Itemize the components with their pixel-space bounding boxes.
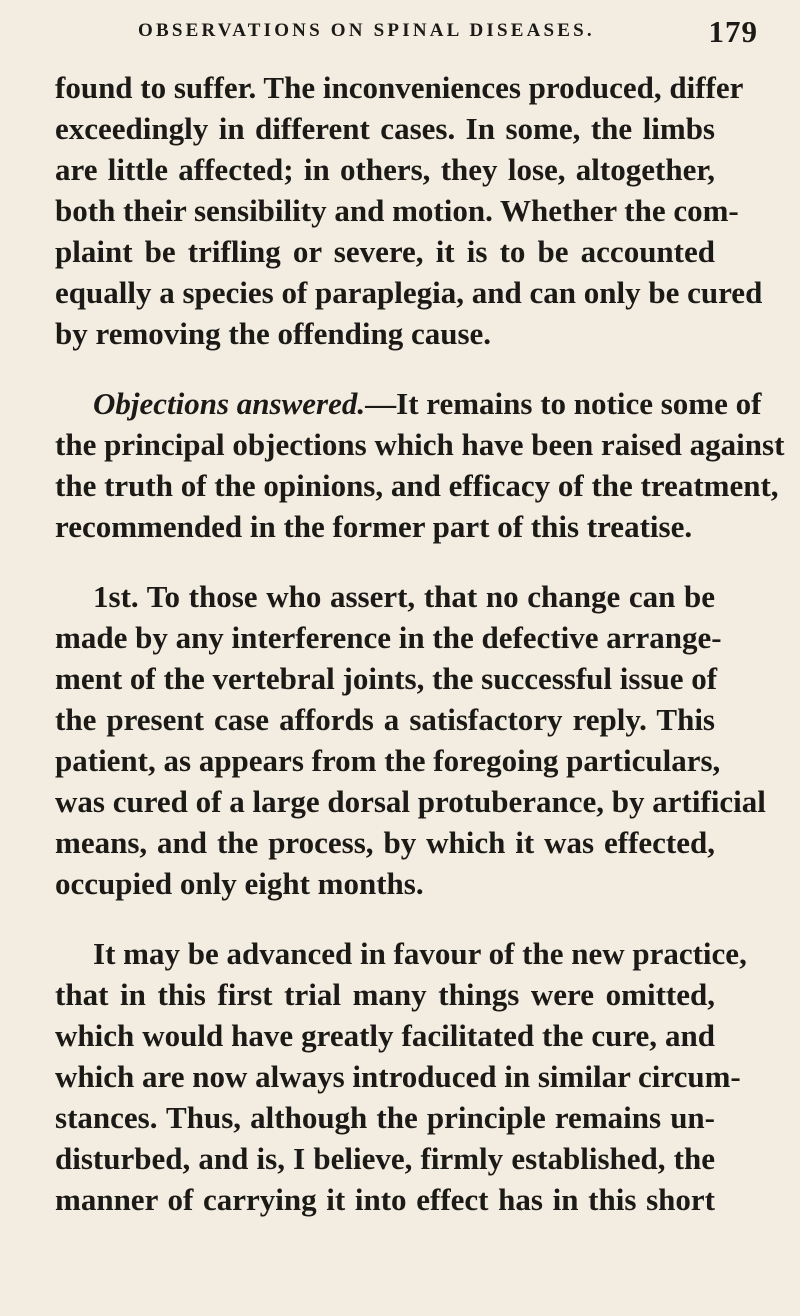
text-line: patient, as appears from the foregoing particulars, (55, 743, 721, 778)
text-line: means, and the process, by which it was effected, (55, 825, 715, 860)
text-line: which are now always introduced in similar circum- (55, 1059, 741, 1094)
text-line: the present case affords a satisfactory reply. This (55, 702, 715, 737)
text-line: that in this first trial many things were omitted, (55, 977, 715, 1012)
text-line: It may be advanced in favour of the new practice, (93, 936, 747, 971)
text-line: stances. Thus, although the principle remains un- (55, 1100, 715, 1135)
paragraph-3 (55, 576, 766, 904)
paragraph-gap (55, 904, 715, 933)
running-head: OBSERVATIONS ON SPINAL DISEASES. (138, 20, 595, 41)
text-line: was cured of a large dorsal protuberance, by artificial (55, 784, 766, 819)
text-line: by removing the offending cause. (55, 316, 492, 351)
text-line: the principal objections which have been raised against (55, 427, 785, 462)
section-lead-line (55, 383, 762, 424)
section-heading: Objections answered. (93, 386, 366, 421)
paragraph-4 (55, 933, 747, 1220)
section-lead-text: —It remains to notice some of (365, 386, 762, 421)
paragraph-2 (55, 383, 785, 547)
text-line: the truth of the opinions, and efficacy of the treatment, (55, 468, 779, 503)
text-line: ment of the vertebral joints, the successful issue of (55, 661, 718, 696)
paragraph-gap (55, 547, 715, 576)
text-line: disturbed, and is, I believe, firmly established, the (55, 1141, 715, 1176)
text-line: exceedingly in different cases. In some, the limbs (55, 111, 715, 146)
text-line: equally a species of paraplegia, and can only be cured (55, 275, 763, 310)
paragraph-gap (55, 354, 715, 383)
text-line: manner of carrying it into effect has in this short (55, 1182, 715, 1217)
text-line: made by any interference in the defective arrange- (55, 620, 722, 655)
page-number: 179 (708, 14, 758, 49)
text-line: found to suffer. The inconveniences produced, differ (55, 70, 744, 105)
text-line: are little affected; in others, they lose, altogether, (55, 152, 715, 187)
text-line: recommended in the former part of this treatise. (55, 509, 693, 544)
paragraph-1 (55, 67, 763, 354)
text-line: which would have greatly facilitated the cure, and (55, 1018, 715, 1053)
body-text (55, 67, 785, 1220)
text-line: occupied only eight months. (55, 866, 424, 901)
text-line: both their sensibility and motion. Whether the com- (55, 193, 739, 228)
text-line: plaint be trifling or severe, it is to be accounted (55, 234, 715, 269)
text-line: 1st. To those who assert, that no change can be (93, 579, 715, 614)
page-header (138, 14, 758, 54)
